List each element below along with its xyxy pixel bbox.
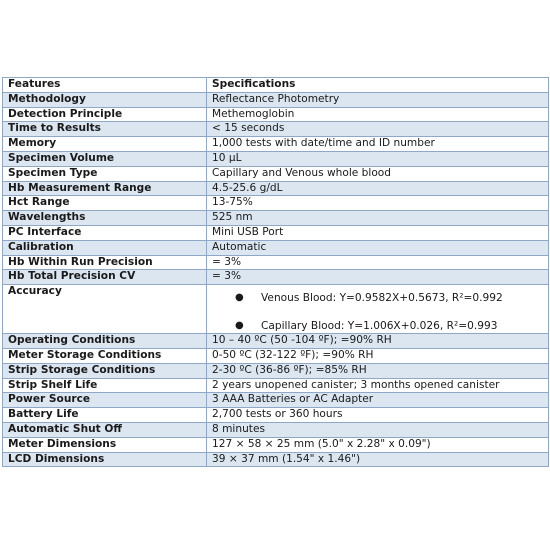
spec-cell: 127 × 58 × 25 mm (5.0" x 2.28" x 0.09") bbox=[207, 437, 549, 452]
table-row bbox=[3, 408, 549, 423]
table-row bbox=[3, 122, 549, 137]
feature-cell: Specimen Type bbox=[3, 166, 207, 181]
feature-cell: Calibration bbox=[3, 240, 207, 255]
feature-cell: Methodology bbox=[3, 92, 207, 107]
table-header-row bbox=[3, 78, 549, 93]
table-row bbox=[3, 393, 549, 408]
table-row bbox=[3, 348, 549, 363]
table-row bbox=[3, 92, 549, 107]
feature-cell: Accuracy bbox=[3, 285, 207, 334]
table-row bbox=[3, 137, 549, 152]
feature-cell: Detection Principle bbox=[3, 107, 207, 122]
header-features: Features bbox=[3, 78, 207, 93]
spec-cell: 525 nm bbox=[207, 211, 549, 226]
bullet-icon: ● bbox=[235, 292, 244, 304]
specifications-table bbox=[2, 77, 549, 467]
accuracy-item-text: Venous Blood: Y=0.9582X+0.5673, R²=0.992 bbox=[261, 292, 503, 305]
spec-cell: 8 minutes bbox=[207, 422, 549, 437]
feature-cell: Automatic Shut Off bbox=[3, 422, 207, 437]
table-row bbox=[3, 437, 549, 452]
spec-cell: 3 AAA Batteries or AC Adapter bbox=[207, 393, 549, 408]
table-row bbox=[3, 363, 549, 378]
table-row bbox=[3, 225, 549, 240]
feature-cell: Hb Total Precision CV bbox=[3, 270, 207, 285]
spec-cell: 1,000 tests with date/time and ID number bbox=[207, 137, 549, 152]
spec-cell: Mini USB Port bbox=[207, 225, 549, 240]
spec-cell: Capillary and Venous whole blood bbox=[207, 166, 549, 181]
feature-cell: Meter Storage Conditions bbox=[3, 348, 207, 363]
accuracy-spec-cell bbox=[207, 285, 549, 334]
feature-cell: LCD Dimensions bbox=[3, 452, 207, 467]
spec-cell: 10 – 40 ºC (50 -104 ºF); =90% RH bbox=[207, 334, 549, 349]
feature-cell: Hb Measurement Range bbox=[3, 181, 207, 196]
spec-cell: < 15 seconds bbox=[207, 122, 549, 137]
spec-cell: 2 years unopened canister; 3 months opened canister bbox=[207, 378, 549, 393]
table-row bbox=[3, 452, 549, 467]
feature-cell: Specimen Volume bbox=[3, 151, 207, 166]
accuracy-item bbox=[212, 319, 548, 333]
table-row bbox=[3, 255, 549, 270]
table-row bbox=[3, 378, 549, 393]
spec-cell: 39 × 37 mm (1.54" x 1.46") bbox=[207, 452, 549, 467]
feature-cell: Strip Storage Conditions bbox=[3, 363, 207, 378]
spec-cell: 13-75% bbox=[207, 196, 549, 211]
feature-cell: Memory bbox=[3, 137, 207, 152]
feature-cell: Meter Dimensions bbox=[3, 437, 207, 452]
spec-cell: = 3% bbox=[207, 255, 549, 270]
table-row bbox=[3, 334, 549, 349]
spec-cell: 0-50 ºC (32-122 ºF); =90% RH bbox=[207, 348, 549, 363]
feature-cell: Operating Conditions bbox=[3, 334, 207, 349]
table-row bbox=[3, 196, 549, 211]
spec-cell: Automatic bbox=[207, 240, 549, 255]
table-row bbox=[3, 151, 549, 166]
feature-cell: Time to Results bbox=[3, 122, 207, 137]
table-row bbox=[3, 270, 549, 285]
table-body bbox=[3, 78, 549, 467]
feature-cell: Wavelengths bbox=[3, 211, 207, 226]
header-specifications: Specifications bbox=[207, 78, 549, 93]
table-row bbox=[3, 211, 549, 226]
spec-cell: = 3% bbox=[207, 270, 549, 285]
spec-cell: 2-30 ºC (36-86 ºF); =85% RH bbox=[207, 363, 549, 378]
accuracy-item-text: Capillary Blood: Y=1.006X+0.026, R²=0.993 bbox=[261, 320, 498, 333]
table-row bbox=[3, 166, 549, 181]
table-row bbox=[3, 181, 549, 196]
spec-cell: Methemoglobin bbox=[207, 107, 549, 122]
spec-cell: 4.5-25.6 g/dL bbox=[207, 181, 549, 196]
feature-cell: Hb Within Run Precision bbox=[3, 255, 207, 270]
table-row bbox=[3, 107, 549, 122]
spec-cell: Reflectance Photometry bbox=[207, 92, 549, 107]
bullet-icon: ● bbox=[235, 320, 244, 332]
feature-cell: PC Interface bbox=[3, 225, 207, 240]
table-row bbox=[3, 240, 549, 255]
spec-cell: 10 µL bbox=[207, 151, 549, 166]
feature-cell: Power Source bbox=[3, 393, 207, 408]
accuracy-row bbox=[3, 285, 549, 334]
table-row bbox=[3, 422, 549, 437]
spec-cell: 2,700 tests or 360 hours bbox=[207, 408, 549, 423]
feature-cell: Battery Life bbox=[3, 408, 207, 423]
accuracy-item bbox=[212, 291, 548, 305]
accuracy-list bbox=[212, 291, 548, 333]
feature-cell: Strip Shelf Life bbox=[3, 378, 207, 393]
feature-cell: Hct Range bbox=[3, 196, 207, 211]
